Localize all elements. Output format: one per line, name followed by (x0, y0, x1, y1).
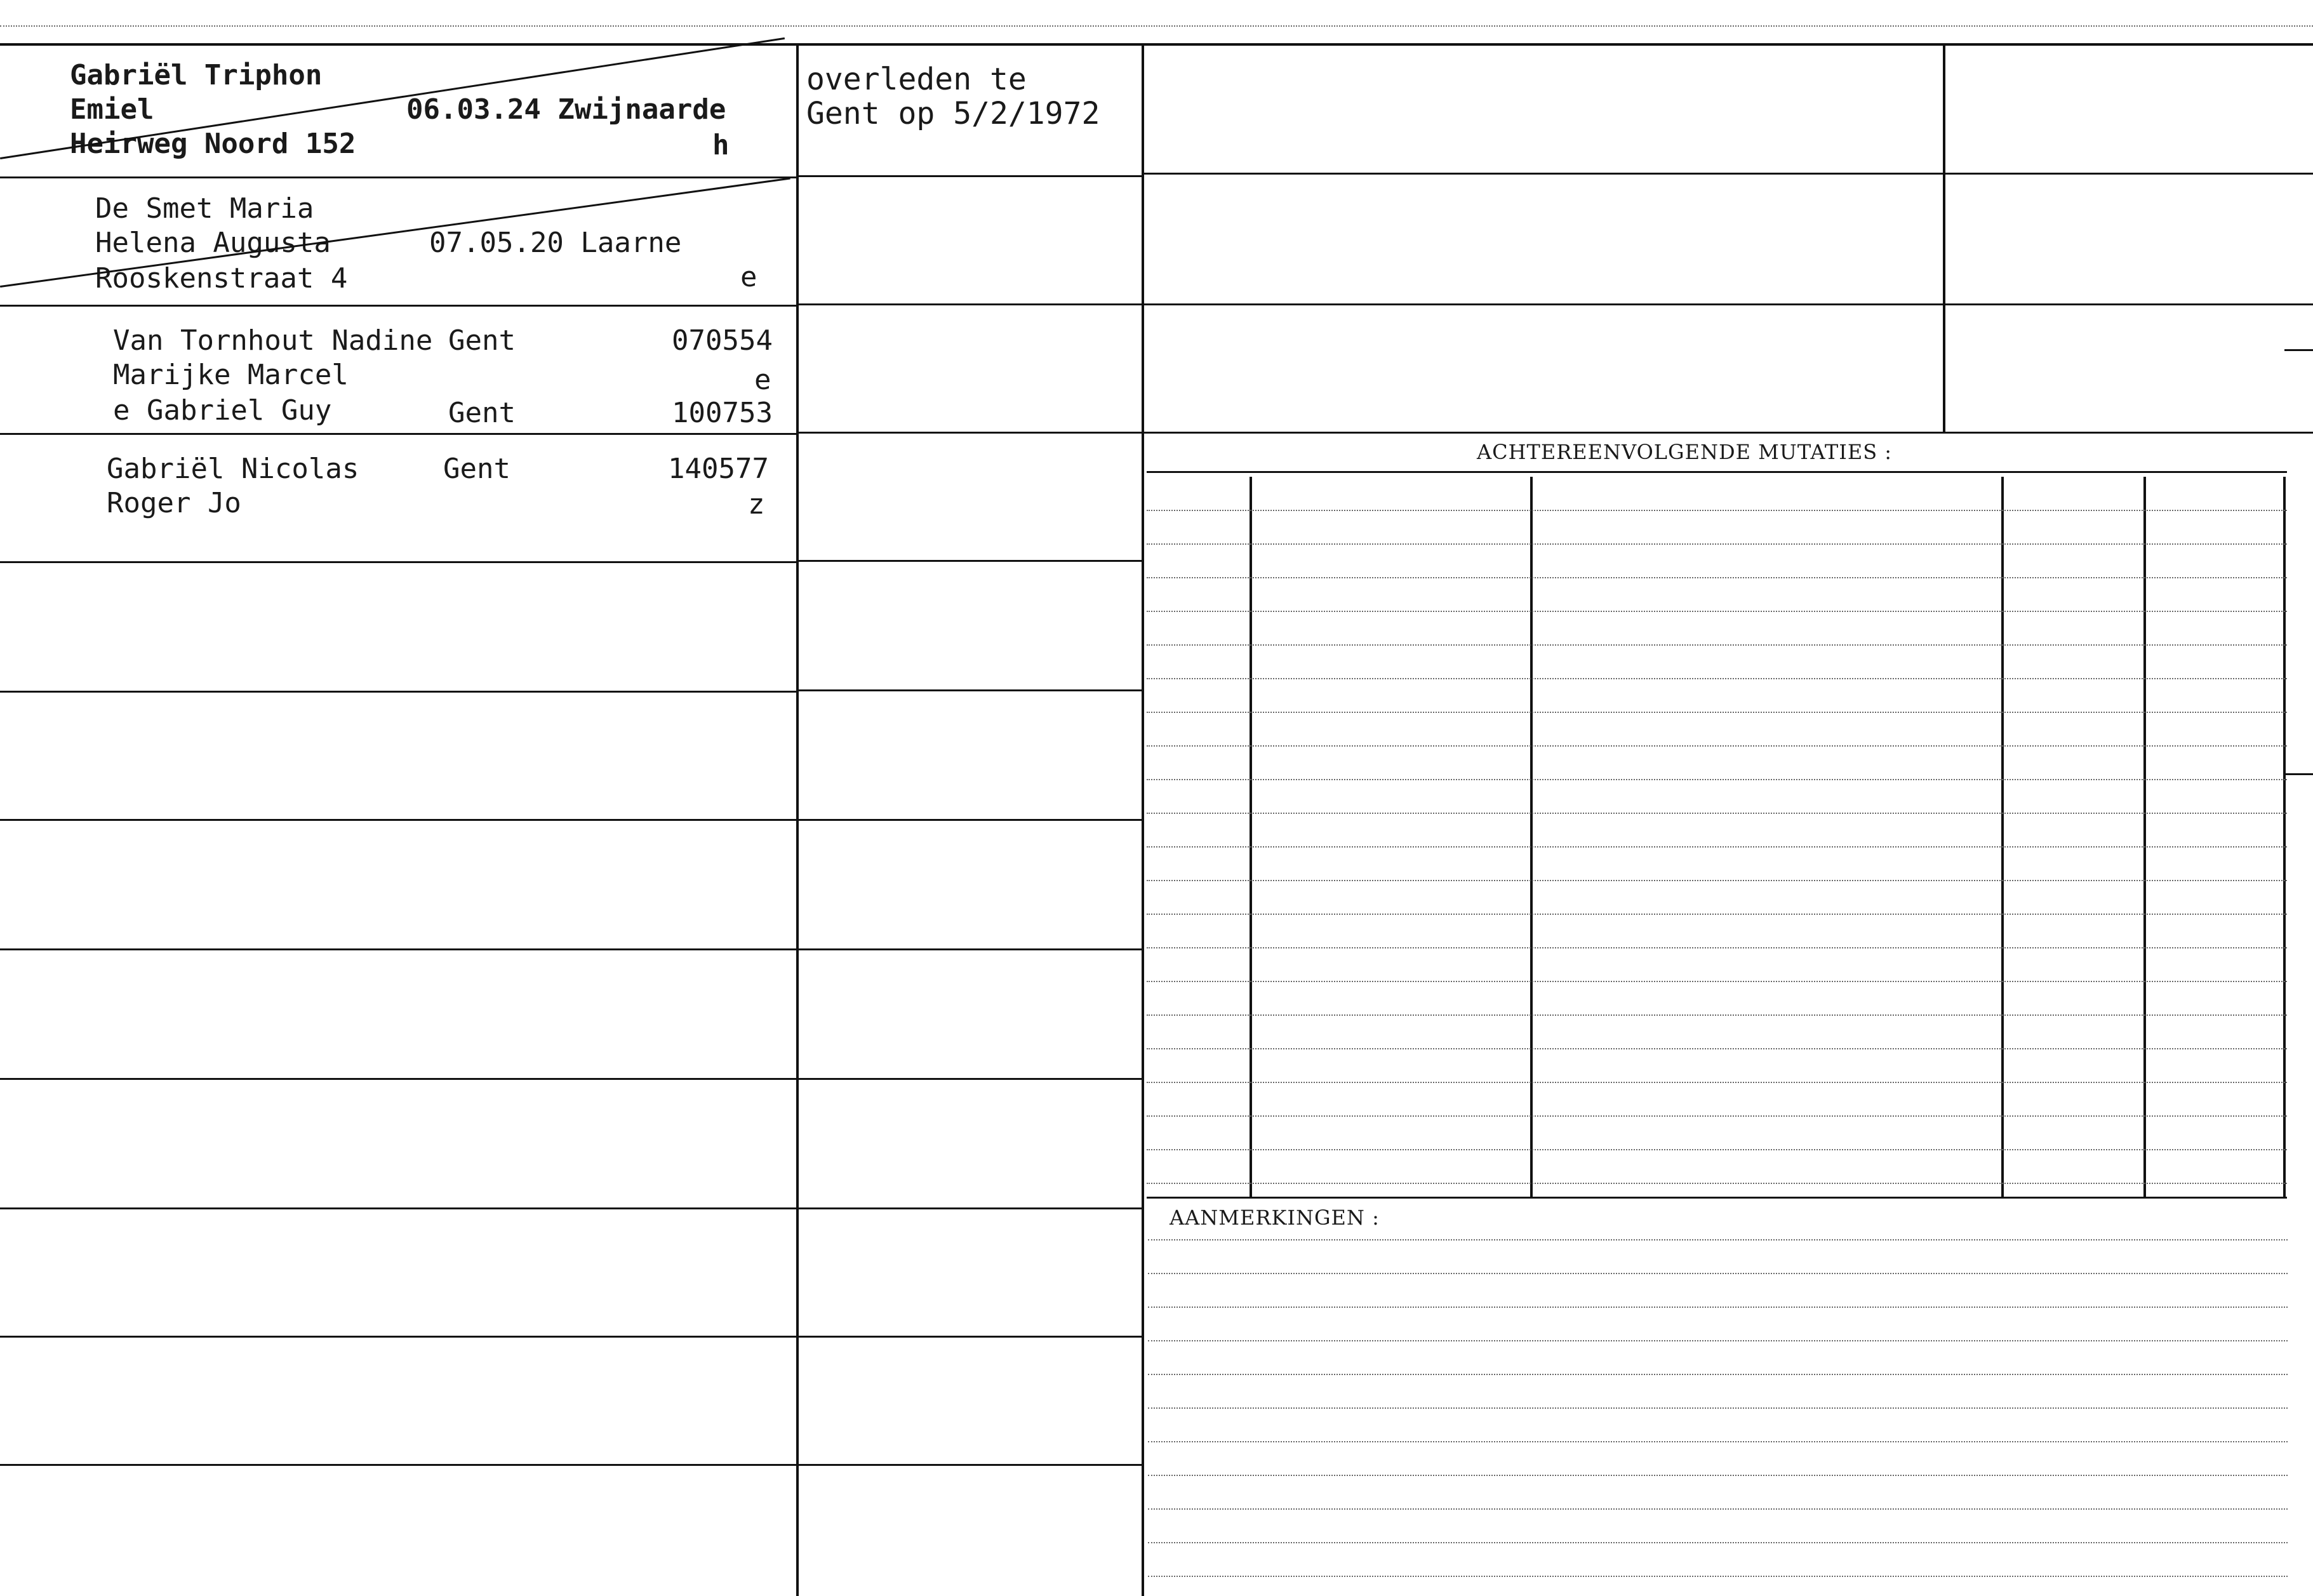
ruled-line (1148, 1576, 2288, 1577)
column-divider-3 (1943, 44, 1945, 433)
person-mark: z (748, 488, 765, 521)
person-name-line: Gabriël Nicolas (107, 453, 359, 485)
top-border (0, 43, 2313, 46)
row-line (0, 819, 797, 821)
mutaties-column-line (2283, 477, 2286, 1197)
person-name-line: Emiel (70, 93, 154, 126)
ruled-line (1147, 1183, 2287, 1184)
person-name-line: De Smet Maria (95, 192, 314, 225)
ruled-line (1148, 1374, 2288, 1375)
row-line (1143, 173, 2313, 175)
ruled-line (1147, 1082, 2287, 1083)
ruled-line (1148, 1475, 2288, 1476)
row-line (797, 432, 1143, 434)
row-line (797, 175, 1143, 177)
ruled-line (1147, 880, 2287, 881)
row-line (0, 1336, 797, 1338)
person-place: Gent (448, 324, 516, 357)
ruled-line (1147, 846, 2287, 848)
ruled-line (1148, 1307, 2288, 1308)
row-line (0, 1078, 797, 1080)
ruled-line (1147, 914, 2287, 915)
person-birth: 07.05.20 Laarne (429, 227, 682, 259)
ruled-line (1148, 1239, 2288, 1240)
mutaties-column-line (1250, 477, 1252, 1197)
ruled-line (1147, 712, 2287, 713)
ruled-line (1147, 947, 2287, 948)
ruled-line (1148, 1441, 2288, 1442)
ruled-line (1147, 543, 2287, 545)
ruled-line (1147, 813, 2287, 814)
ruled-line (1147, 1014, 2287, 1016)
ruled-line (1147, 1048, 2287, 1049)
mutaties-column-line (2001, 477, 2004, 1197)
ruled-line (1148, 1273, 2288, 1274)
ruled-line (1147, 510, 2287, 511)
person-address: Rooskenstraat 4 (95, 262, 348, 295)
ruled-line (1147, 981, 2287, 982)
ruled-line (1147, 611, 2287, 612)
row-line (797, 303, 1143, 305)
child-place: Gent (448, 397, 516, 429)
ruled-line (1148, 1508, 2288, 1510)
row-line (0, 176, 797, 178)
ruled-line (1147, 577, 2287, 578)
person-name-line: Helena Augusta (95, 227, 331, 259)
edge-tick (2284, 773, 2313, 775)
mutaties-grid (1147, 471, 2287, 1199)
person-name-line: Gabriël Triphon (70, 59, 323, 91)
row-line (797, 1336, 1143, 1338)
ruled-line (1148, 1407, 2288, 1409)
person-birth: 06.03.24 Zwijnaarde (406, 93, 726, 126)
row-line (797, 689, 1143, 691)
row-line (0, 691, 797, 693)
mutaties-column-line (1530, 477, 1533, 1197)
row-line (797, 819, 1143, 821)
row-line (0, 948, 797, 950)
ruled-line (1148, 1542, 2288, 1543)
death-note-line: overleden te (806, 62, 1027, 97)
person-mark: h (712, 129, 730, 161)
person-place: Gent (443, 453, 510, 485)
death-note-line: Gent op 5/2/1972 (806, 96, 1100, 131)
row-line (797, 948, 1143, 950)
person-date: 070554 (672, 324, 773, 357)
person-date: 140577 (668, 453, 769, 485)
ruled-line (1147, 1149, 2287, 1150)
child-name: e Gabriel Guy (113, 394, 332, 427)
row-line (0, 1207, 797, 1209)
mutaties-column-line (2143, 477, 2146, 1197)
ruled-line (1147, 779, 2287, 780)
ruled-line (1147, 678, 2287, 679)
row-line (0, 433, 797, 435)
ruled-line (1147, 644, 2287, 646)
person-name-line: Van Tornhout Nadine (113, 324, 433, 357)
top-dotted-rule (0, 25, 2313, 27)
ruled-line (1147, 745, 2287, 747)
row-line (797, 1464, 1143, 1466)
aanmerkingen-heading: AANMERKINGEN : (1170, 1206, 1380, 1230)
row-line (0, 1464, 797, 1466)
row-line (797, 1207, 1143, 1209)
person-name-line: Roger Jo (107, 487, 241, 519)
row-line (0, 305, 797, 307)
row-line (0, 561, 797, 563)
ruled-line (1147, 1115, 2287, 1117)
row-line (797, 1078, 1143, 1080)
person-mark: e (754, 364, 771, 396)
aanmerkingen-lines (1148, 1206, 2288, 1596)
person-mark: e (740, 261, 757, 293)
person-name-line: Marijke Marcel (113, 359, 349, 391)
person-address: Heirweg Noord 152 (70, 128, 356, 160)
row-line (1143, 303, 2313, 305)
mutaties-heading: ACHTEREENVOLGENDE MUTATIES : (1477, 440, 1893, 464)
row-line (1143, 432, 2313, 434)
edge-tick (2284, 349, 2313, 351)
row-line (797, 560, 1143, 562)
child-date: 100753 (672, 397, 773, 429)
ruled-line (1148, 1340, 2288, 1341)
